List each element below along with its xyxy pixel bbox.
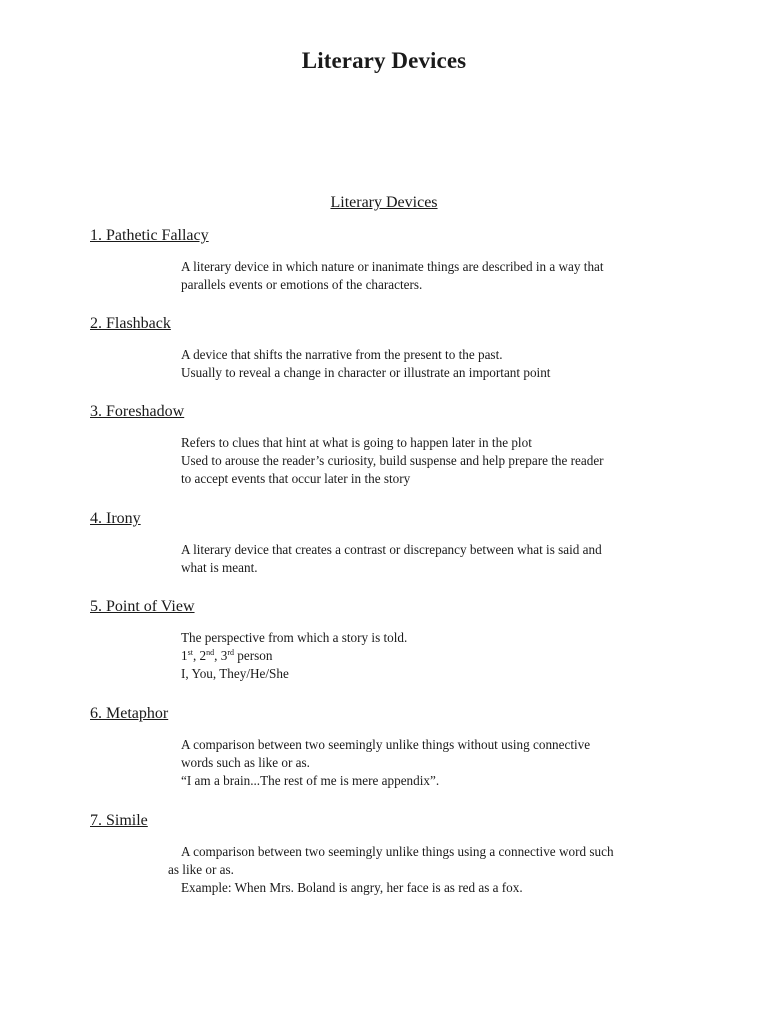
person-word: person [237, 648, 273, 664]
definition-line: what is meant. [181, 560, 258, 576]
section-heading: Literary Devices [330, 194, 438, 211]
term-definition [181, 541, 701, 577]
definition-line: The perspective from which a story is told. [181, 630, 408, 645]
second-person-suffix: nd [206, 648, 215, 658]
definition-line: A comparison between two seemingly unlike things using a connective word such [181, 844, 614, 859]
term-heading: 2. Flashback [90, 315, 171, 332]
definition-line: I, You, They/He/She [181, 666, 289, 682]
definition-line: A device that shifts the narrative from the present to the past. [181, 347, 503, 362]
definition-line: to accept events that occur later in the story [181, 471, 411, 487]
term-heading: 3. Foreshadow [90, 403, 185, 420]
definition-line: Used to arouse the reader’s curiosity, build suspense and help prepare the reader [181, 453, 604, 469]
term-definition [181, 434, 701, 489]
definition-line: as like or as. [168, 862, 234, 878]
term-definition [181, 346, 701, 382]
definition-line: Usually to reveal a change in character or illustrate an important point [181, 365, 551, 381]
definition-line: words such as like or as. [181, 755, 310, 771]
term-heading: 6. Metaphor [90, 705, 169, 722]
term-heading: 1. Pathetic Fallacy [90, 227, 209, 244]
term-definition [168, 843, 701, 898]
third-person-suffix: rd [227, 648, 234, 658]
definition-line: Example: When Mrs. Boland is angry, her face is as red as a fox. [181, 880, 523, 896]
definition-line: “I am a brain...The rest of me is mere appendix”. [181, 773, 440, 789]
first-person-num: 1 [181, 648, 188, 664]
definition-line: A literary device that creates a contrast or discrepancy between what is said and [181, 542, 602, 557]
second-person-num: 2 [199, 648, 207, 664]
definition-line: A literary device in which nature or inanimate things are described in a way that [181, 259, 604, 274]
definition-line: parallels events or emotions of the characters. [181, 277, 423, 293]
term-heading: 5. Point of View [90, 598, 195, 615]
term-definition [181, 736, 701, 791]
term-definition [181, 629, 701, 684]
page-title: Literary Devices [301, 48, 467, 73]
first-person-suffix: st [187, 648, 193, 658]
third-person-num: 3 [220, 648, 228, 664]
term-definition [181, 258, 701, 294]
term-heading: 4. Irony [90, 510, 141, 527]
definition-line: Refers to clues that hint at what is going to happen later in the plot [181, 435, 532, 450]
term-heading: 7. Simile [90, 812, 148, 829]
person-list-line: 1st, 2nd, 3rd person [181, 648, 273, 664]
definition-line: A comparison between two seemingly unlike things without using connective [181, 737, 591, 752]
